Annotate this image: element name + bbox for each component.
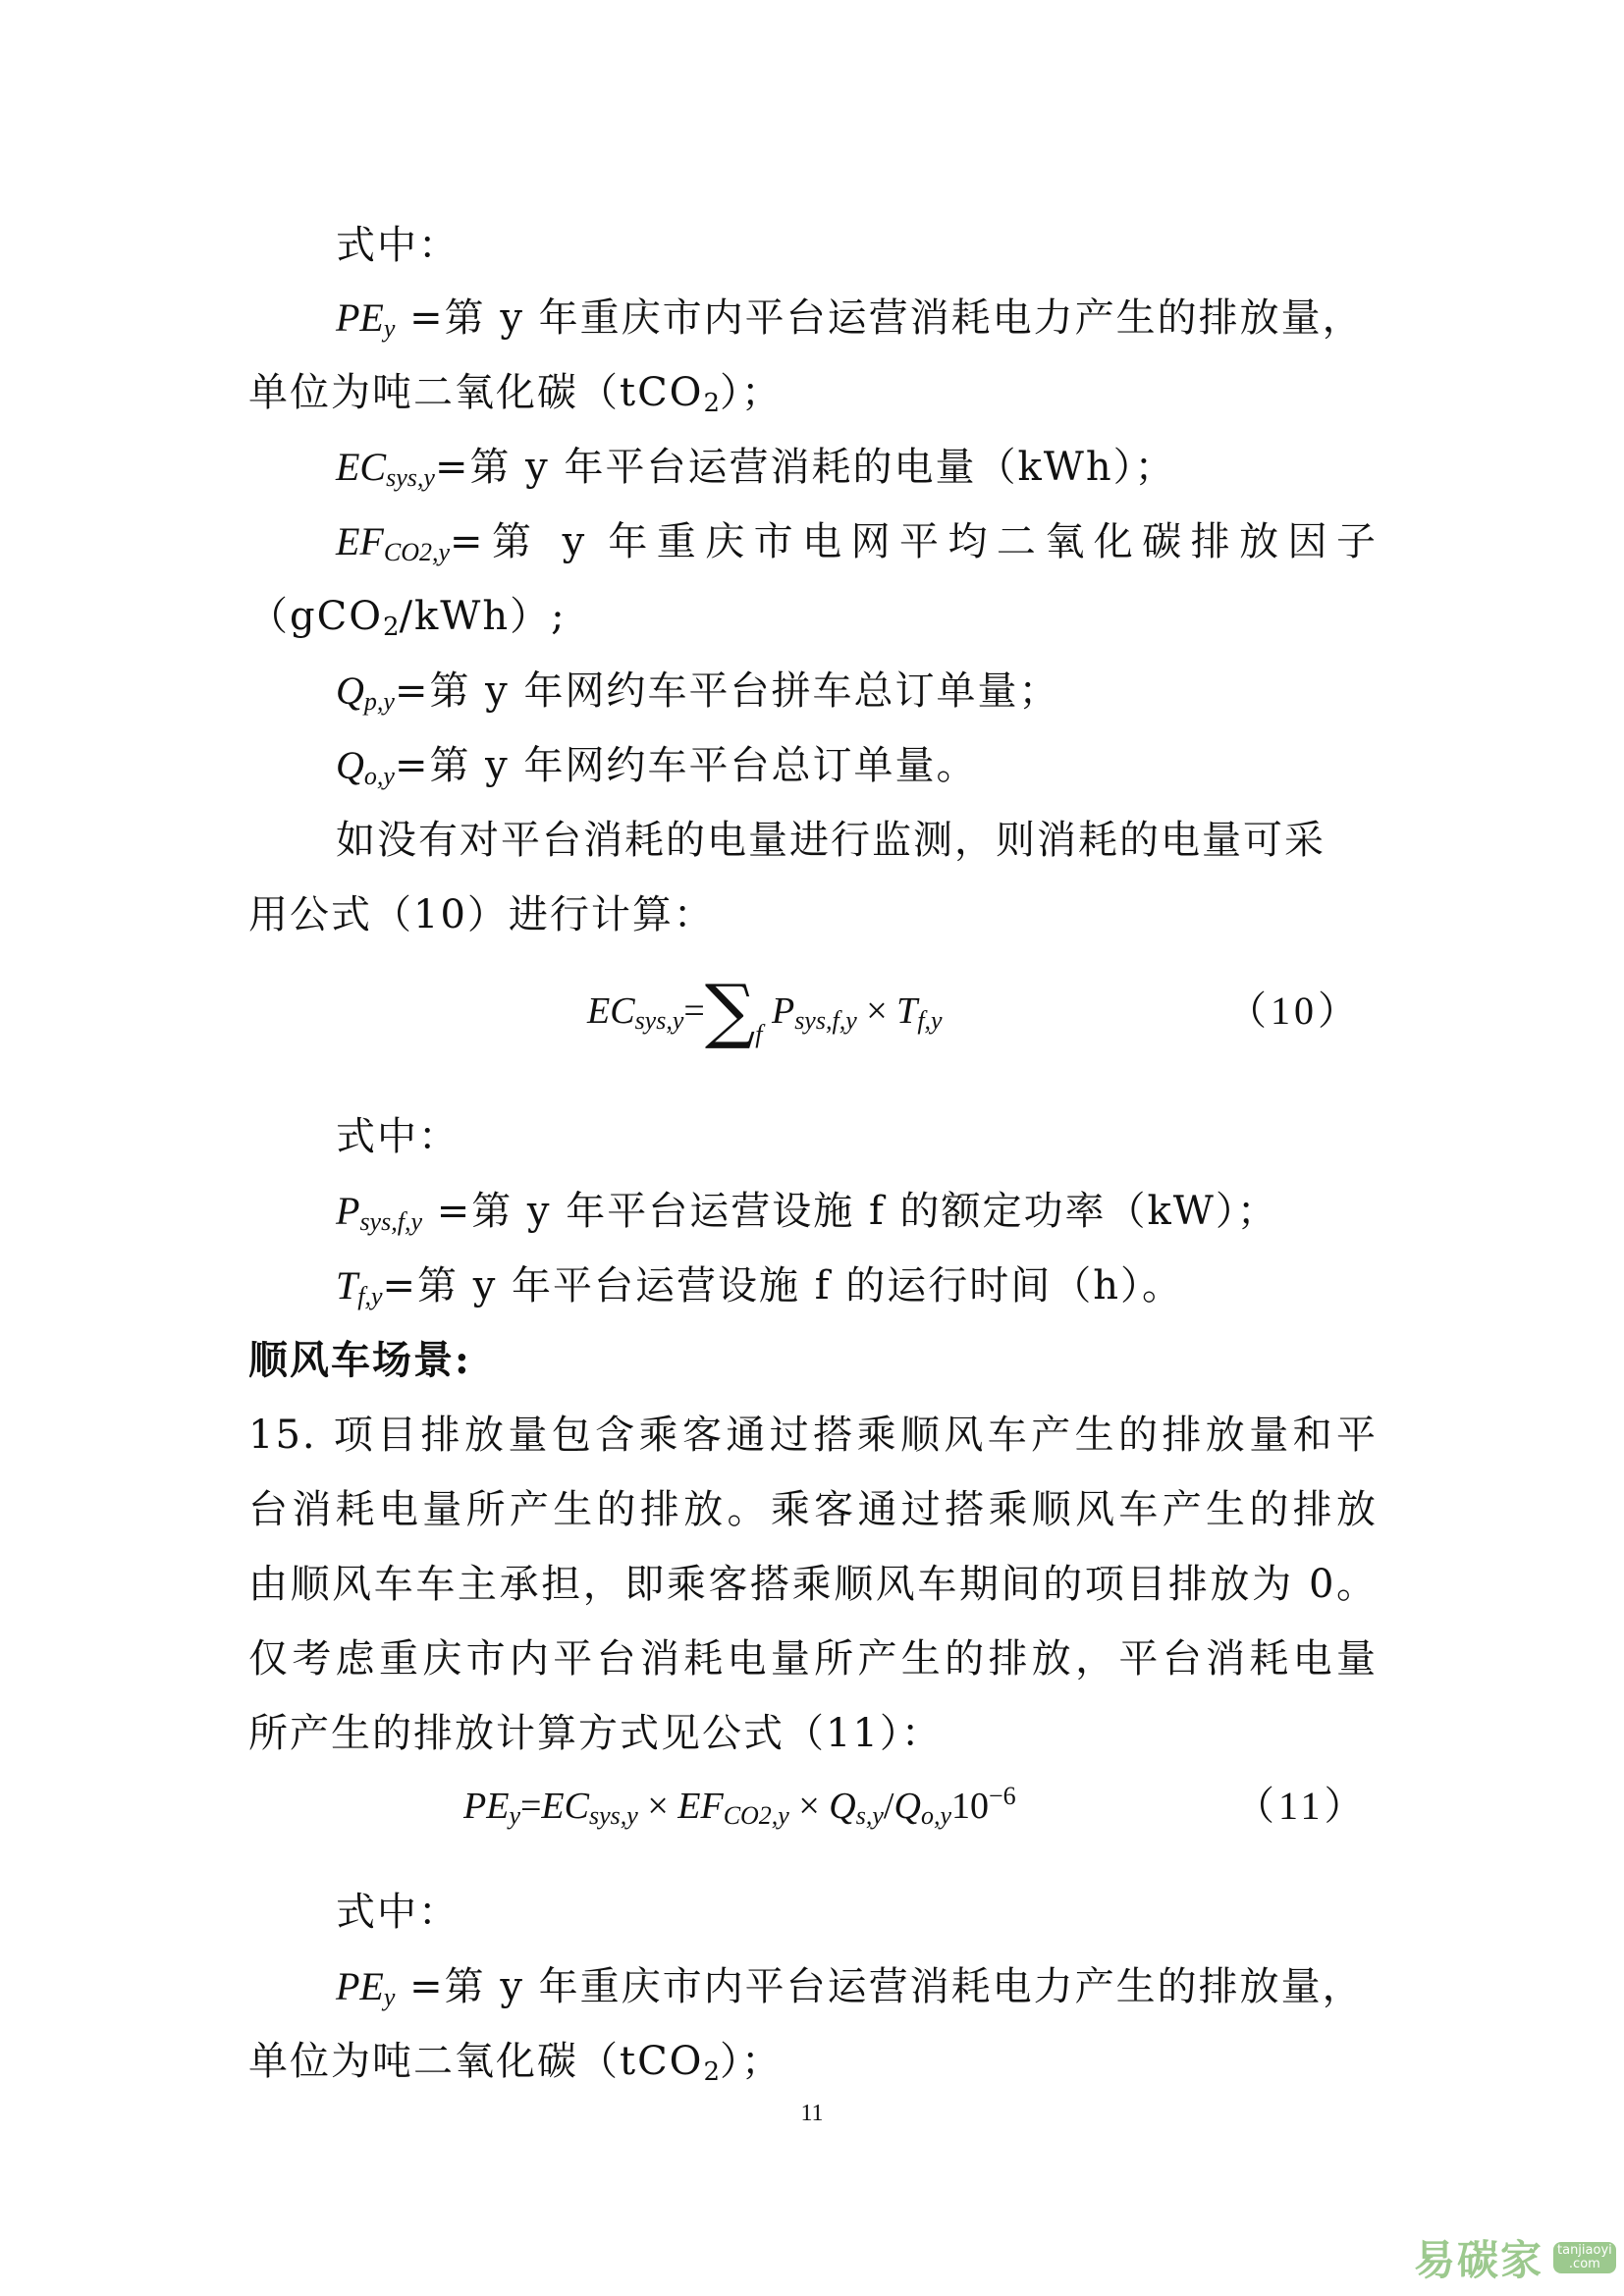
para-15-line-5: 所产生的排放计算方式见公式（11）： <box>248 1711 943 1756</box>
def-p-sys-f-y: $P_{sys,f,y}$ =第 y 年平台运营设施 f 的额定功率（kW）； <box>336 1189 1278 1236</box>
formula-10-number: （10） <box>1227 988 1361 1033</box>
para-shizhong-1: 式中： <box>336 223 460 268</box>
para-shizhong-2: 式中： <box>336 1114 460 1159</box>
def-pe-y: $PE_y$ =第 y 年重庆市内平台运营消耗电力产生的排放量， <box>336 295 1364 343</box>
formula-11-expression: $PE_y=EC_{sys,y} \times EF_{CO2,y} \times Q_{s,y}/Q_{o,y}10^{-6}$ <box>463 1782 1016 1830</box>
watermark-logo: 易碳家 <box>1414 2236 1544 2284</box>
formula-10-expression: $EC_{sys,y}=\sum_f$ $P_{sys,f,y} \times T_{f,y}$ <box>587 969 943 1051</box>
para-15-line-1: 15. 项目排放量包含乘客通过搭乘顺风车产生的排放量和平 <box>248 1413 1378 1458</box>
def-ef-co2-y-unit: （gCO$_2$/kWh）; <box>248 594 567 642</box>
formula-10 <box>0 969 1624 1051</box>
page-number: 11 <box>800 2101 824 2126</box>
para-15-line-3: 由顺风车车主承担，即乘客搭乘顺风车期间的项目排放为 0。 <box>248 1562 1378 1607</box>
para-monitoring-cont: 用公式（10）进行计算： <box>248 892 715 937</box>
def-q-p-y: $Q_{p,y}=$第 y 年网约车平台拼车总订单量； <box>336 668 1060 716</box>
watermark <box>1414 2228 1610 2287</box>
def-ef-co2-y: $EF_{CO2,y}=$第 y 年重庆市电网平均二氧化碳排放因子 <box>336 519 1378 566</box>
formula-11 <box>0 1767 1624 1845</box>
def-pe-y-2-unit: 单位为吨二氧化碳（tCO$_2$）； <box>248 2039 784 2087</box>
def-q-o-y: $Q_{o,y}=$第 y 年网约车平台总订单量。 <box>336 743 978 790</box>
def-pe-y-2: $PE_y$ =第 y 年重庆市内平台运营消耗电力产生的排放量， <box>336 1964 1364 2011</box>
def-pe-y-unit: 单位为吨二氧化碳（tCO$_2$）； <box>248 370 784 418</box>
formula-11-number: （11） <box>1235 1784 1368 1828</box>
para-monitoring: 如没有对平台消耗的电量进行监测，则消耗的电量可采 <box>336 818 1326 863</box>
watermark-url: tanjiaoyi .com <box>1553 2242 1616 2273</box>
def-t-f-y: $T_{f,y}=$第 y 年平台运营设施 f 的运行时间（h）。 <box>336 1263 1184 1310</box>
para-15-line-4: 仅考虑重庆市内平台消耗电量所产生的排放，平台消耗电量 <box>248 1636 1378 1682</box>
def-ec-sys-y: $EC_{sys,y}=$第 y 年平台运营消耗的电量（kWh）； <box>336 445 1176 492</box>
para-15-line-2: 台消耗电量所产生的排放。乘客通过搭乘顺风车产生的排放 <box>248 1487 1378 1532</box>
para-shizhong-3: 式中： <box>336 1890 460 1935</box>
section-heading-shunfengche: 顺风车场景: <box>248 1337 471 1383</box>
